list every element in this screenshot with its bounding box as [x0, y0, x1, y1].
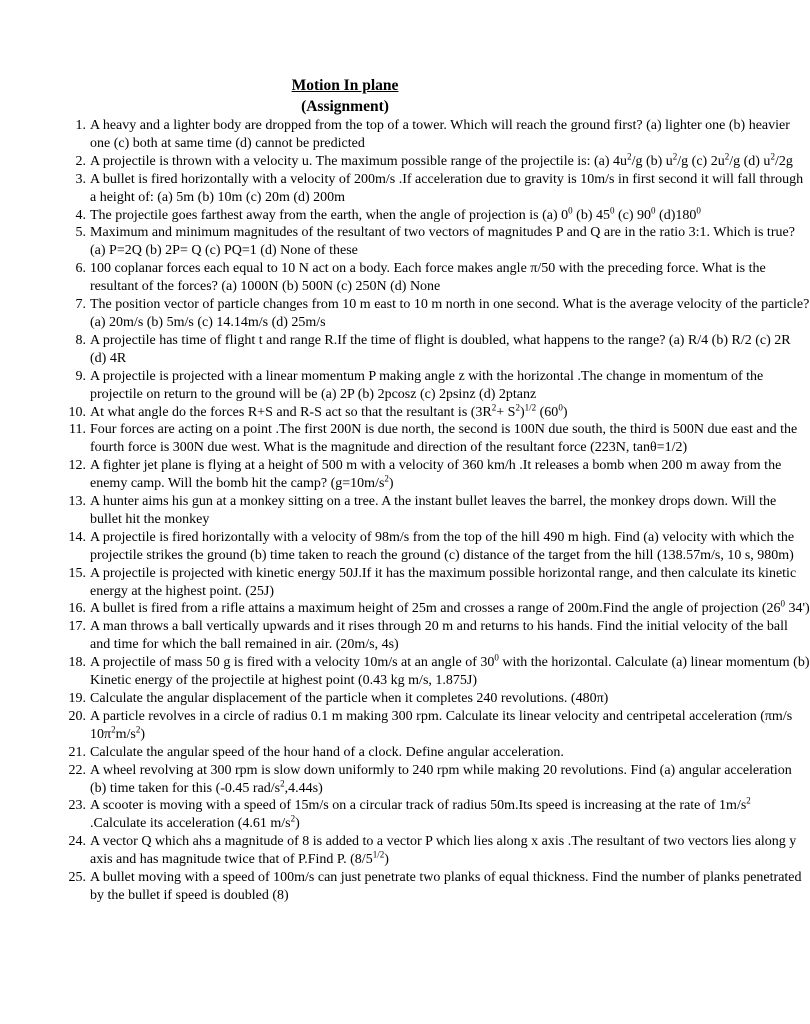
question-text: A bullet is fired horizontally with a velocity of 200m/s .If acceleration due to gravity is 10m/s in first second it will fall through a height of: (a) 5m (b) 10m (c) 20m (d) 200m	[90, 171, 804, 205]
question-item	[69, 421, 810, 457]
document-subtitle: (Assignment)	[301, 98, 389, 115]
question-text: A projectile has time of flight t and range R.If the time of flight is doubled, what happens to the range? (a) R/4 (b) R/2 (c) 2R (d) 4R	[90, 332, 791, 366]
question-text: A heavy and a lighter body are dropped from the top of a tower. Which will reach the ground first? (a) lighter one (b) heavier one (c) both at same time (d) cannot be predicted	[90, 118, 790, 151]
document-title: Motion In plane	[291, 77, 399, 94]
question-number: 20.	[68, 708, 86, 724]
question-number: 24.	[68, 834, 86, 850]
question-number: 14.	[68, 529, 86, 545]
question-item	[75, 224, 810, 260]
question-item	[68, 401, 810, 422]
question-number: 3.	[75, 171, 86, 187]
question-item	[68, 618, 810, 654]
question-text: Calculate the angular displacement of the particle when it completes 240 revolutions. (480π)	[90, 691, 609, 706]
question-number: 15.	[68, 565, 86, 581]
question-number: 22.	[68, 762, 86, 778]
question-text: A fighter jet plane is flying at a height of 500 m with a velocity of 360 km/h .It releases a bomb when 200 m away from the enemy camp. Will the bomb hit the camp? $(g=10m/s^2)$	[90, 458, 782, 492]
question-number: 12.	[68, 458, 86, 474]
question-number: 5.	[75, 225, 86, 241]
question-text: 100 coplanar forces each equal to 10 N act on a body. Each force makes angle π/50 with the preceding force. What is the resultant of the forces? (a) 1000N (b) 500N (c) 250N (d) None	[90, 261, 766, 295]
question-text: A projectile is projected with kinetic energy 50J.If it has the maximum possible horizontal range, and then calculate its kinetic energy at the highest point. (25J)	[90, 565, 797, 599]
question-list	[0, 117, 810, 905]
question-text: A projectile is thrown with a velocity u. The maximum possible range of the projectile is: (a) $4u^2/g$ (b) $u^2/g$ (c) $2u^2/g$ (d) $u^2/2g$	[90, 151, 793, 169]
question-item	[68, 690, 810, 708]
question-text: Calculate the angular speed of the hour hand of a clock. Define angular acceleration.	[90, 744, 564, 760]
question-item	[68, 708, 810, 744]
question-item	[68, 457, 810, 493]
question-item	[68, 795, 810, 833]
question-item	[68, 833, 810, 869]
question-number: 23.	[68, 798, 86, 814]
question-item	[75, 332, 810, 368]
question-item	[68, 744, 810, 762]
question-item	[75, 296, 810, 332]
question-text: A bullet is fired from a rifle attains a maximum height of 25m and crosses a range of 200m.Find the angle of projection ($26^0$ 34')	[90, 598, 810, 617]
question-item	[68, 869, 810, 905]
question-number: 11.	[69, 422, 86, 438]
question-number: 2.	[75, 153, 86, 169]
question-number: 13.	[68, 494, 86, 510]
question-number: 25.	[68, 870, 86, 886]
question-text: The position vector of particle changes from 10 m east to 10 m north in one second. What is the average velocity of the particle? (a) 20m/s (b) 5m/s (c) 14.14m/s (d) 25m/s	[90, 297, 810, 330]
question-number: 4.	[75, 207, 86, 223]
question-number: 6.	[75, 261, 86, 277]
question-text: A projectile is fired horizontally with a velocity of 98m/s from the top of the hill 490 m high. Find (a) velocity with which the projectile strikes the ground (b) time taken to reach the ground (c) distance of the target from the hill (138.57m/s, 10 s, 980m)	[90, 529, 795, 563]
question-item	[68, 598, 810, 618]
question-text: A projectile is projected with a linear momentum P making angle z with the horizontal .The change in momentum of the projectile on return to the ground will be (a) 2P (b) 2pcosz (c) 2psinz (d) 2ptanz	[90, 368, 764, 402]
question-text: The projectile goes farthest away from the earth, when the angle of projection is (a) $0^0$ (b) $45^0$ (c) $90^0$ $(d)180^0$	[90, 204, 701, 223]
question-item	[68, 529, 810, 565]
question-text: A vector Q which ahs a magnitude of 8 is added to a vector P which lies along x axis .The resultant of two vectors lies along y axis and has magnitude twice that of P.Find P. $(8/5^{1/2})$	[90, 834, 797, 868]
question-text: A hunter aims his gun at a monkey sitting on a tree. A the instant bullet leaves the barrel, the monkey drops down. Will the bullet hit the monkey	[90, 494, 777, 527]
question-text: A scooter is moving with a speed of 15m/s on a circular track of radius 50m.Its speed is increasing at the rate of $1m/s^2$ .Calculate its acceleration (4.61 $m/s^2$)	[90, 795, 751, 832]
question-number: 18.	[68, 655, 86, 671]
question-number: 16.	[68, 601, 86, 617]
question-text: A wheel revolving at 300 rpm is slow down uniformly to 240 rpm while making 20 revolutions. Find (a) angular acceleration (b) time taken for this (-0.45 rad/$s^2,4.44s$)	[90, 762, 792, 796]
question-number: 8.	[75, 332, 86, 348]
question-item	[68, 493, 810, 529]
question-item	[75, 204, 810, 225]
question-number: 17.	[68, 619, 86, 635]
question-text: A man throws a ball vertically upwards and it rises through 20 m and returns to his hands. Find the initial velocity of the ball and time for which the ball remained in air. (20m/s, 4s)	[90, 619, 788, 653]
question-text: A projectile of mass 50 g is fired with a velocity 10m/s at an angle of $30^0$ with the horizontal. Calculate (a) linear momentum (b) Kinetic energy of the projectile at highest point (0.43 kg m/s, 1.875J)	[90, 652, 810, 689]
question-number: 7.	[75, 297, 86, 313]
question-item	[75, 117, 810, 153]
question-text: A particle revolves in a circle of radius 0.1 m making 300 rpm. Calculate its linear velocity and centripetal acceleration (πm/s $10\pi^2m/s^2$)	[90, 708, 793, 742]
question-text: Four forces are acting on a point .The first 200N is due north, the second is 100N due south, the third is 500N due east and the fourth force is 300N due west. What is the magnitude and direction of the resultant force (223N, tanθ=1/2)	[90, 422, 798, 456]
question-number: 1.	[75, 118, 86, 133]
question-text: At what angle do the forces R+S and R-S act so that the resultant is $(3R^2+ S^2)^{1/2}$ $(60^0)$	[90, 401, 568, 420]
question-item	[75, 368, 810, 404]
question-item	[75, 151, 810, 171]
question-number: 21.	[68, 744, 86, 760]
question-item	[75, 260, 810, 296]
question-item	[75, 171, 810, 207]
question-item	[68, 565, 810, 601]
question-text: A bullet moving with a speed of 100m/s can just penetrate two planks of equal thickness. Find the number of planks penetrated by the bullet if speed is doubled (8)	[90, 870, 802, 903]
question-number: 19.	[68, 691, 86, 706]
question-number: 9.	[75, 368, 86, 384]
question-text: Maximum and minimum magnitudes of the resultant of two vectors of magnitudes P and Q are in the ratio 3:1. Which is true? (a) P=2Q (b) 2P= Q (c) PQ=1 (d) None of these	[90, 225, 795, 259]
question-item	[68, 762, 810, 798]
question-number: 10.	[68, 404, 86, 420]
question-item	[68, 652, 810, 690]
